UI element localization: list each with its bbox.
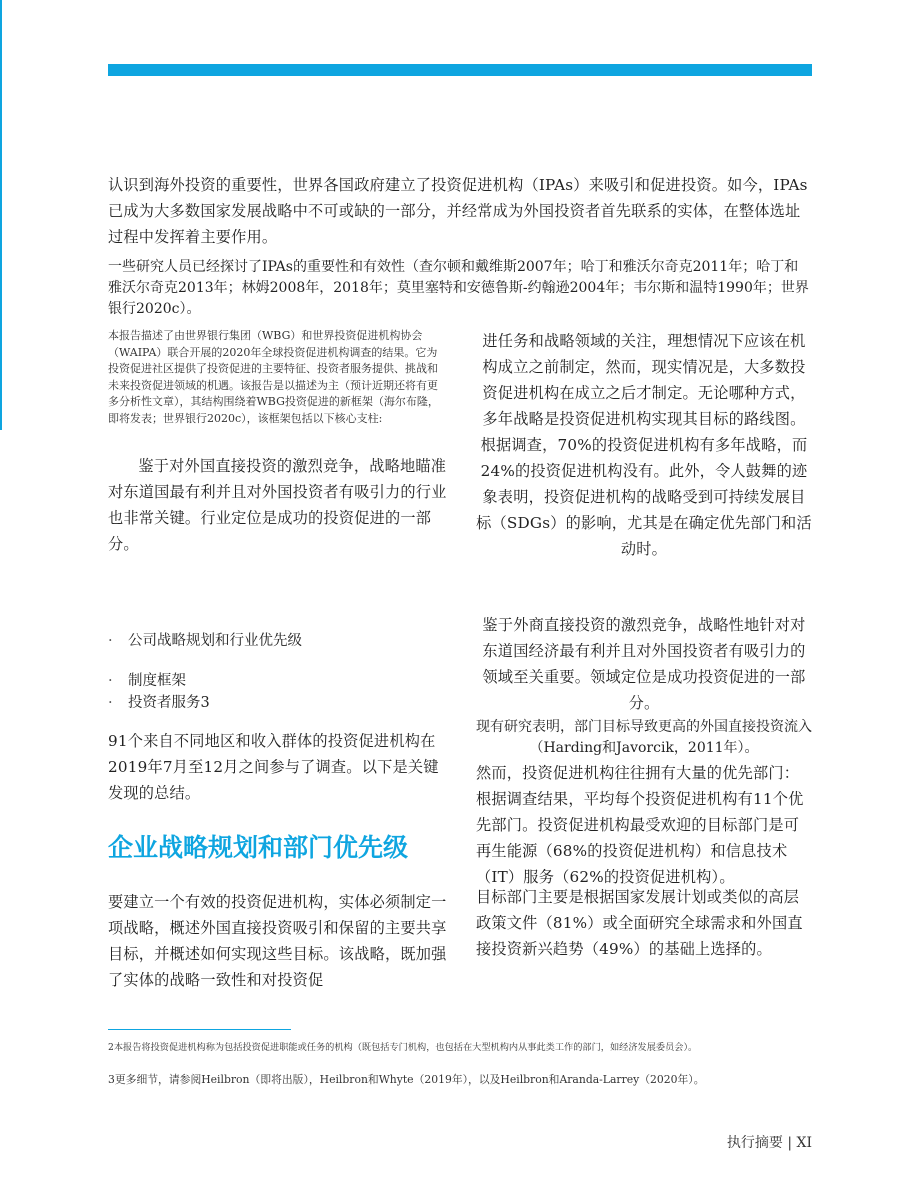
report-description-paragraph: 本报告描述了由世界银行集团（WBG）和世界投资促进机构协会（WAIPA）联合开展的2020年全球投资促进机构调查的结果。它为投资促进社区提供了投资促进的主要特征、投资者服务提供、挑战和未来投资促进领域的机遇。该报告是以描述为主（预计近期还将有更多分析性文章），其结构围绕着WBG投资促进的新框架（海尔布隆，即将发表；世界银行2020c），该框架包括以下核心支柱: (108, 329, 439, 425)
bullet-label: 投资者服务3 (128, 695, 210, 711)
fdi-competition-paragraph-left: 鉴于对外国直接投资的激烈竞争，战略地瞄准对东道国最有利并且对外国投资者有吸引力的行业也非常关键。行业定位是成功的投资促进的一部分。 (108, 457, 447, 553)
bullet-dot: · (108, 695, 113, 711)
survey-summary-paragraph: 91个来自不同地区和收入群体的投资促进机构在2019年7月至12月之间参与了调查。以下是关键发现的总结。 (108, 732, 439, 802)
ipa-strategy-paragraph: 要建立一个有效的投资促进机构，实体必须制定一项战略，概述外国直接投资吸引和保留的主要共享目标，并概述如何实现这些目标。该战略，既加强了实体的战略一致性和对投资促 (108, 893, 447, 989)
intro-paragraph: 认识到海外投资的重要性，世界各国政府建立了投资促进机构（IPAs）来吸引和促进投资。如今，IPAs已成为大多数国家发展战略中不可或缺的一部分，并经常成为外国投资者首先联系的实体，在整体选址过程中发挥着主要作用。 (108, 176, 808, 246)
bullet-label: 制度框架 (128, 673, 186, 689)
page-footer: 执行摘要 | XI (726, 1135, 812, 1151)
strategy-paragraph-right: 进任务和战略领域的关注，理想情况下应该在机构成立之前制定，然而，现实情况是，大多数投资促进机构在成立之后才制定。无论哪种方式，多年战略是投资促进机构实现其目标的路线图。根据调查，70%的投资促进机构有多年战略，而24%的投资促进机构没有。此外，令人鼓舞的迹象表明，投资促进机构的战略受到可持续发展目标（SDGs）的影响，尤其是在确定优先部门和活动时。 (476, 332, 812, 558)
list-item (108, 630, 448, 652)
bullet-dot: · (108, 633, 113, 649)
header-accent-bar (108, 64, 812, 76)
research-paragraph: 一些研究人员已经探讨了IPAs的重要性和有效性（查尔顿和戴维斯2007年；哈丁和雅沃尔奇克2011年；哈丁和雅沃尔奇克2013年；林姆2008年，2018年；莫里塞特和安德鲁斯-约翰逊2004年；韦尔斯和温特1990年；世界银行2020c）。 (108, 259, 809, 317)
pillar-bullet-list (108, 630, 448, 714)
list-item (108, 692, 448, 714)
bullet-dot: · (108, 673, 113, 689)
footnote-2: 2本报告将投资促进机构称为包括投资促进职能或任务的机构（既包括专门机构，也包括在大型机构内从事此类工作的部门，如经济发展委员会）。 (108, 1042, 698, 1053)
target-sectors-paragraph: 目标部门主要是根据国家发展计划或类似的高层政策文件（81%）或全面研究全球需求和外国直接投资新兴趋势（49%）的基础上选择的。 (476, 888, 803, 958)
left-edge-rule (0, 0, 2, 430)
footnote-divider (108, 1029, 291, 1030)
bullet-label: 公司战略规划和行业优先级 (128, 633, 302, 649)
fdi-competition-paragraph-right: 鉴于外商直接投资的激烈竞争，战略性地针对对东道国经济最有利并且对外国投资者有吸引力的领域至关重要。领域定位是成功投资促进的一部分。 (482, 616, 806, 712)
list-item (108, 670, 448, 692)
research-evidence-paragraph: 现有研究表明，部门目标导致更高的外国直接投资流入（Harding和Javorcik，2011年）。 (476, 719, 812, 756)
section-heading: 企业战略规划和部门优先级 (108, 833, 409, 862)
footnote-3: 3更多细节，请参阅Heilbron（即将出版），Heilbron和Whyte（2019年），以及Heilbron和Aranda-Larrey（2020年）。 (108, 1073, 705, 1086)
priority-sectors-paragraph: 然而，投资促进机构往往拥有大量的优先部门：根据调查结果，平均每个投资促进机构有11个优先部门。投资促进机构最受欢迎的目标部门是可再生能源（68%的投资促进机构）和信息技术（IT）服务（62%的投资促进机构）。 (476, 764, 804, 886)
